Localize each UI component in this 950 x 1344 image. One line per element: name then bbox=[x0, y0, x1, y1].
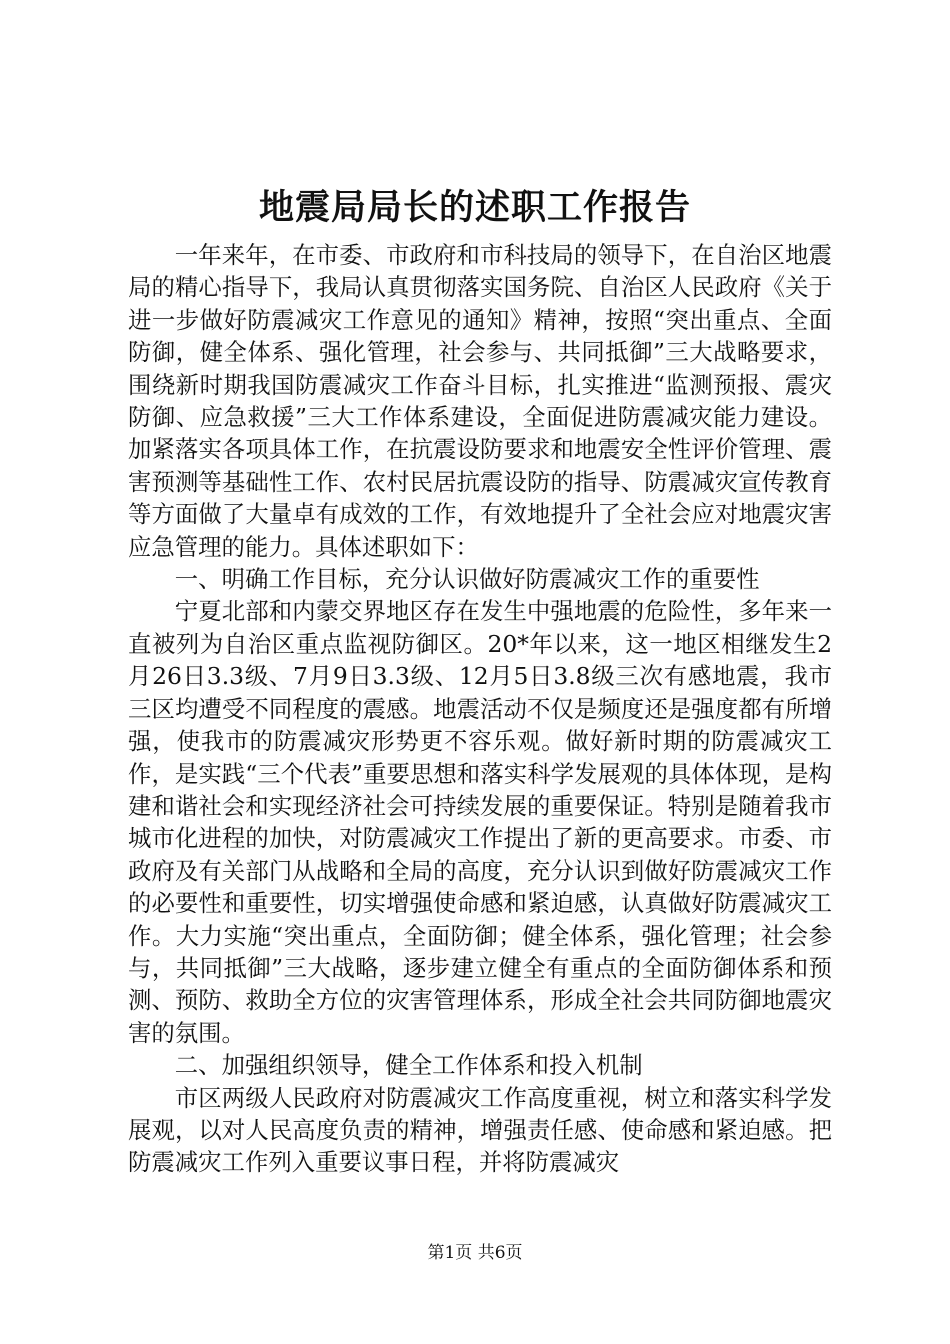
section-heading-1: 一、明确工作目标，充分认识做好防震减灾工作的重要性 bbox=[174, 565, 760, 594]
document-title: 地震局局长的述职工作报告 bbox=[258, 187, 691, 228]
intro-paragraph: 一年来年，在市委、市政府和市科技局的领导下，在自治区地震局的精心指导下，我局认真贯彻落实国务院、自治区人民政府《关于进一步做好防震减灾工作意见的通知》精神，按照“突出重点、全面防御，健全体系、强化管理，社会参与、共同抵御”三大战略要求，围绕新时期我国防震减灾工作奋斗目标，扎实推进“监测预报、震灾防御、应急救援”三大工作体系建设，全面促进防震减灾能力建设。加紧落实各项具体工作，在抗震设防要求和地震安全性评价管理、震害预测等基础性工作、农村民居抗震设防的指导、防震减灾宣传教育等方面做了大量卓有成效的工作，有效地提升了全社会应对地震灾害应急管理的能力。具体述职如下： bbox=[128, 241, 832, 561]
document-body bbox=[128, 239, 832, 1179]
page-footer: 第1页 共6页 bbox=[427, 1243, 523, 1263]
section-heading-2: 二、加强组织领导，健全工作体系和投入机制 bbox=[174, 1051, 643, 1080]
section-2-paragraph: 市区两级人民政府对防震减灾工作高度重视，树立和落实科学发展观，以对人民高度负责的精神，增强责任感、使命感和紧迫感。把防震减灾工作列入重要议事日程，并将防震减灾 bbox=[128, 1083, 832, 1177]
section-1-paragraph: 宁夏北部和内蒙交界地区存在发生中强地震的危险性，多年来一直被列为自治区重点监视防御区。20*年以来，这一地区相继发生2月26日3.3级、7月9日3.3级、12月5日3.8级三次有感地震，我市三区均遭受不同程度的震感。地震活动不仅是频度还是强度都有所增强，使我市的防震减灾形势更不容乐观。做好新时期的防震减灾工作，是实践“三个代表”重要思想和落实科学发展观的具体体现，是构建和谐社会和实现经济社会可持续发展的重要保证。特别是随着我市城市化进程的加快，对防震减灾工作提出了新的更高要求。市委、市政府及有关部门从战略和全局的高度，充分认识到做好防震减灾工作的必要性和重要性，切实增强使命感和紧迫感，认真做好防震减灾工作。大力实施“突出重点，全面防御；健全体系，强化管理；社会参与，共同抵御”三大战略，逐步建立健全有重点的全面防御体系和预测、预防、救助全方位的灾害管理体系，形成全社会共同防御地震灾害的氛围。 bbox=[128, 597, 832, 1047]
